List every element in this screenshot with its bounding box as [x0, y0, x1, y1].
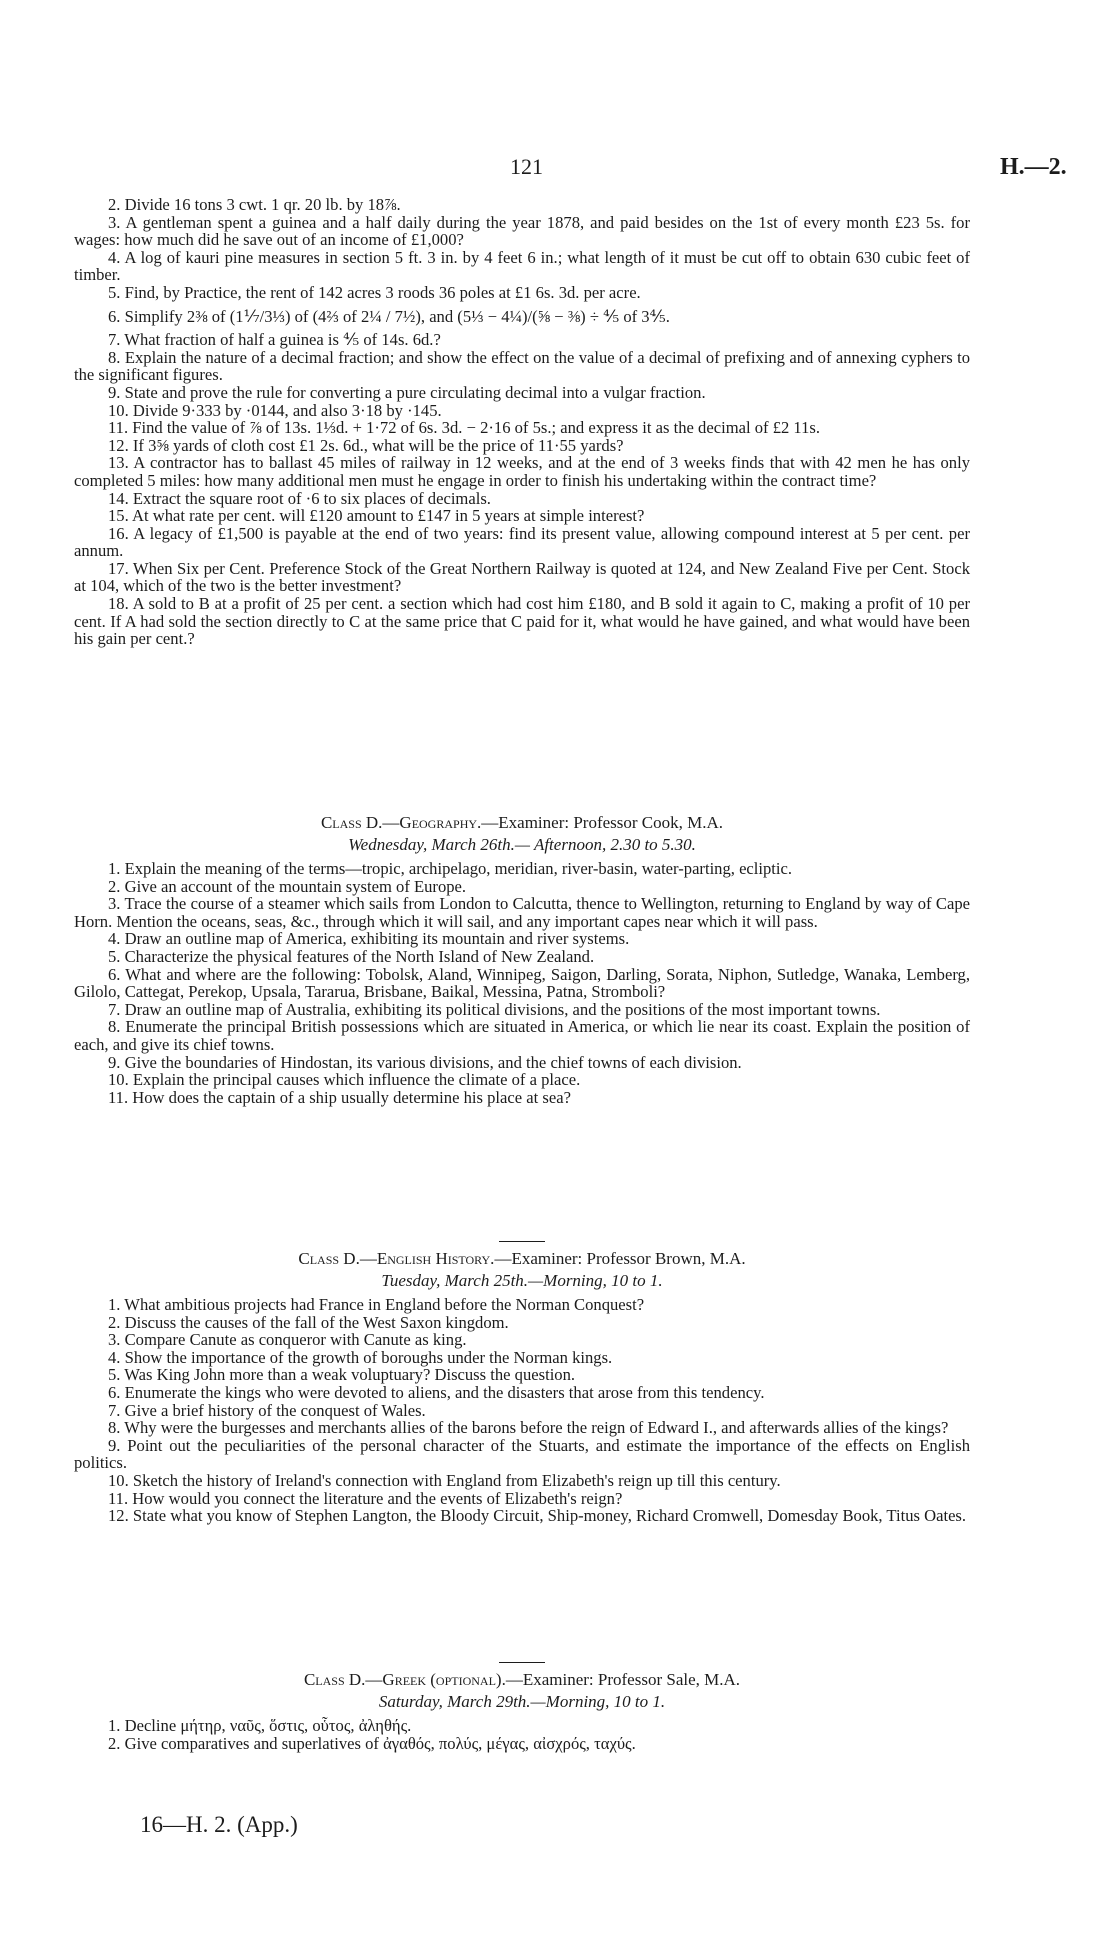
arithmetic-question: 7. What fraction of half a guinea is ⅘ of 14s. 6d.?	[108, 330, 441, 350]
section-heading	[74, 1248, 970, 1270]
arithmetic-question: 11. Find the value of ⅞ of 13s. 1⅓d. + 1·72 of 6s. 3d. − 2·16 of 5s.; and express it as the decimal of £2 11s.	[108, 418, 821, 438]
section-heading	[74, 1669, 970, 1691]
geography-question: 5. Characterize the physical features of the North Island of New Zealand.	[108, 946, 595, 966]
section-heading	[74, 812, 970, 834]
history-question: 3. Compare Canute as conqueror with Canute as king.	[108, 1330, 467, 1350]
greek-section	[74, 1662, 970, 1752]
geography-question: 6. What and where are the following: Tobolsk, Aland, Winnipeg, Saigon, Darling, Sorata, Niphon, Sutledge, Wanaka, Lemberg, Gilolo, Cattegat, Perekop, Upsala, Tararua, Brisbane, Baikal, Messina, Patna, Stromboli?	[74, 964, 970, 1002]
history-question: 4. Show the importance of the growth of boroughs under the Norman kings.	[108, 1347, 613, 1367]
geography-question: 7. Draw an outline map of Australia, exhibiting its political divisions, and the positions of the most important towns.	[108, 999, 881, 1019]
arithmetic-question: 2. Divide 16 tons 3 cwt. 1 qr. 20 lb. by 18⅞.	[108, 195, 401, 214]
arithmetic-section	[74, 196, 970, 648]
history-question: 12. State what you know of Stephen Langton, the Bloody Circuit, Ship-money, Richard Cromwell, Domesday Book, Titus Oates.	[108, 1506, 967, 1526]
arithmetic-question: 3. A gentleman spent a guinea and a half daily during the year 1878, and paid besides on the 1st of every month £23 5s. for wages: how much did he save out of an income of £1,000?	[74, 212, 970, 250]
arithmetic-question: 5. Find, by Practice, the rent of 142 acres 3 roods 36 poles at £1 6s. 3d. per acre.	[108, 282, 641, 302]
section-examiner: —Examiner: Professor Sale, M.A.	[505, 1670, 741, 1689]
greek-question: 1. Decline μήτηρ, ναῦς, ὅστις, οὗτος, ἀληθής.	[108, 1716, 412, 1735]
document-reference: H.—2.	[1000, 154, 1067, 180]
arithmetic-question: 9. State and prove the rule for converting a pure circulating decimal into a vulgar fraction.	[108, 382, 706, 402]
arithmetic-question: 10. Divide 9·333 by ·0144, and also 3·18 by ·145.	[108, 400, 442, 420]
geography-question: 10. Explain the principal causes which influence the climate of a place.	[108, 1070, 581, 1090]
arithmetic-question: 14. Extract the square root of ·6 to six places of decimals.	[108, 488, 491, 508]
history-question: 7. Give a brief history of the conquest of Wales.	[108, 1400, 426, 1420]
arithmetic-question: 8. Explain the nature of a decimal fraction; and show the effect on the value of a decimal of prefixing and of annexing cyphers to the significant figures.	[74, 347, 970, 385]
history-question: 5. Was King John more than a weak voluptuary? Discuss the question.	[108, 1365, 576, 1385]
section-class: Class D.—English History.	[298, 1249, 495, 1268]
history-question: 9. Point out the peculiarities of the personal character of the Stuarts, and estimate the importance of the effects on English politics.	[74, 1435, 970, 1473]
history-question: 1. What ambitious projects had France in England before the Norman Conquest?	[108, 1295, 645, 1314]
geography-question: 2. Give an account of the mountain system of Europe.	[108, 876, 467, 896]
history-question: 10. Sketch the history of Ireland's connection with England from Elizabeth's reign up till this century.	[108, 1470, 781, 1490]
footer-label: 16—H. 2. (App.)	[140, 1812, 298, 1837]
arithmetic-question: 15. At what rate per cent. will £120 amount to £147 in 5 years at simple interest?	[108, 506, 645, 526]
arithmetic-question: 13. A contractor has to ballast 45 miles of railway in 12 weeks, and at the end of 3 weeks finds that with 42 men he has only completed 5 miles: how many additional men must he engage in order to finish his undertaking within the contract time?	[74, 453, 970, 490]
section-divider	[499, 1662, 545, 1663]
section-date: Wednesday, March 26th.— Afternoon, 2.30 to 5.30.	[348, 835, 696, 854]
geography-question: 4. Draw an outline map of America, exhibiting its mountain and river systems.	[108, 929, 630, 949]
greek-question: 2. Give comparatives and superlatives of ἀγαθός, πολύς, μέγας, αἰσχρός, ταχύς.	[108, 1733, 636, 1753]
geography-section	[74, 812, 970, 1106]
section-examiner: —Examiner: Professor Cook, M.A.	[481, 813, 724, 832]
arithmetic-question: 6. Simplify 2⅜ of (1⅐/3⅓) of (4⅔ of 2¼ / 7½), and (5⅓ − 4¼)/(⅝ − ⅜) ÷ ⅘ of 3⅘.	[108, 306, 670, 326]
section-examiner: —Examiner: Professor Brown, M.A.	[494, 1249, 746, 1268]
section-date: Tuesday, March 25th.—Morning, 10 to 1.	[381, 1271, 663, 1290]
history-section	[74, 1241, 970, 1525]
section-date: Saturday, March 29th.—Morning, 10 to 1.	[378, 1692, 666, 1711]
arithmetic-question: 4. A log of kauri pine measures in section 5 ft. 3 in. by 4 feet 6 in.; what length of it must be cut off to obtain 630 cubic feet of timber.	[74, 247, 970, 285]
arithmetic-question: 18. A sold to B at a profit of 25 per cent. a section which had cost him £180, and B sold it again to C, making a profit of 10 per cent. If A had sold the section directly to C at the same price that C paid for it, what would he have gained, and what would have been his gain per cent.?	[74, 594, 970, 649]
arithmetic-question: 17. When Six per Cent. Preference Stock of the Great Northern Railway is quoted at 124, and New Zealand Five per Cent. Stock at 104, which of the two is the better investment?	[74, 558, 970, 596]
section-class: Class D.—Greek (optional).	[303, 1670, 506, 1689]
section-class: Class D.—Geography.	[320, 813, 482, 832]
geography-question: 9. Give the boundaries of Hindostan, its various divisions, and the chief towns of each division.	[108, 1052, 742, 1072]
history-question: 11. How would you connect the literature and the events of Elizabeth's reign?	[108, 1488, 623, 1508]
history-question: 2. Discuss the causes of the fall of the West Saxon kingdom.	[108, 1312, 509, 1332]
geography-question: 3. Trace the course of a steamer which sails from London to Calcutta, thence to Wellington, returning to England by way of Cape Horn. Mention the oceans, seas, &c., through which it will sail, and any important capes near which it will pass.	[74, 894, 970, 931]
geography-question: 8. Enumerate the principal British possessions which are situated in America, or which lie near its coast. Explain the position of each, and give its chief towns.	[74, 1017, 970, 1054]
geography-question: 11. How does the captain of a ship usually determine his place at sea?	[108, 1087, 571, 1107]
page-number: 121	[510, 154, 543, 179]
geography-question: 1. Explain the meaning of the terms—tropic, archipelago, meridian, river-basin, water-parting, ecliptic.	[108, 859, 793, 878]
arithmetic-question: 12. If 3⅝ yards of cloth cost £1 2s. 6d., what will be the price of 11·55 yards?	[108, 435, 624, 455]
history-question: 8. Why were the burgesses and merchants allies of the barons before the reign of Edward I., and afterwards allies of the kings?	[108, 1418, 949, 1438]
history-question: 6. Enumerate the kings who were devoted to aliens, and the disasters that arose from this tendency.	[108, 1382, 765, 1402]
section-divider	[499, 1241, 545, 1242]
arithmetic-question: 16. A legacy of £1,500 is payable at the end of two years: find its present value, allowing compound interest at 5 per cent. per annum.	[74, 523, 970, 561]
